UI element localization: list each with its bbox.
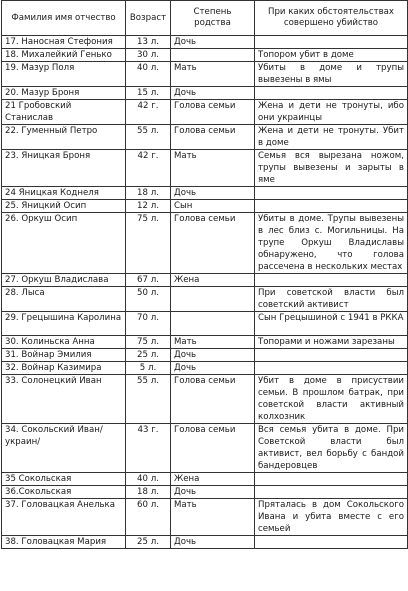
table-row xyxy=(2,349,408,362)
cell-age: 18 л. xyxy=(126,187,171,200)
cell-age: 55 л. xyxy=(126,125,171,150)
cell-relation: Дочь xyxy=(171,36,255,49)
table-row xyxy=(2,312,408,336)
cell-relation: Жена xyxy=(171,473,255,486)
cell-relation: Голова семьи xyxy=(171,125,255,150)
table-row xyxy=(2,536,408,549)
cell-relation xyxy=(171,287,255,312)
cell-circumstances: Топорами и ножами зарезаны xyxy=(255,336,408,349)
header-circumstances: При каких обстоятельствах совершено убийство xyxy=(255,1,408,36)
cell-age: 18 л. xyxy=(126,486,171,499)
header-age: Возраст xyxy=(126,1,171,36)
table-row xyxy=(2,62,408,87)
cell-relation: Дочь xyxy=(171,536,255,549)
cell-age: 40 л. xyxy=(126,62,171,87)
table-row xyxy=(2,125,408,150)
cell-circumstances xyxy=(255,187,408,200)
cell-relation xyxy=(171,312,255,336)
table-row xyxy=(2,473,408,486)
table-row xyxy=(2,100,408,125)
table-row xyxy=(2,486,408,499)
cell-circumstances: Убит в доме в присуствии семьи. В прошлом батрак, при советской власти активный колхозник xyxy=(255,375,408,424)
cell-name: 28. Лыса xyxy=(2,287,126,312)
table-row xyxy=(2,274,408,287)
cell-relation: Сын xyxy=(171,200,255,213)
victims-table xyxy=(1,0,408,549)
cell-name: 26. Оркуш Осип xyxy=(2,213,126,274)
cell-relation: Мать xyxy=(171,62,255,87)
cell-circumstances xyxy=(255,536,408,549)
cell-circumstances xyxy=(255,349,408,362)
cell-age: 13 л. xyxy=(126,36,171,49)
cell-relation: Дочь xyxy=(171,187,255,200)
cell-relation xyxy=(171,49,255,62)
table-row xyxy=(2,499,408,536)
cell-relation: Голова семьи xyxy=(171,375,255,424)
cell-age: 75 л. xyxy=(126,213,171,274)
table-row xyxy=(2,200,408,213)
table-row xyxy=(2,150,408,187)
cell-circumstances: При советской власти был советский активист xyxy=(255,287,408,312)
table-row xyxy=(2,187,408,200)
cell-relation: Мать xyxy=(171,336,255,349)
cell-age: 67 л. xyxy=(126,274,171,287)
cell-age: 60 л. xyxy=(126,499,171,536)
cell-age: 55 л. xyxy=(126,375,171,424)
cell-age: 75 л. xyxy=(126,336,171,349)
cell-name: 34. Сокольский Иван/ украин/ xyxy=(2,424,126,473)
table-row xyxy=(2,336,408,349)
cell-circumstances: Жена и дети не тронуты, ибо они украинцы xyxy=(255,100,408,125)
cell-relation: Дочь xyxy=(171,87,255,100)
cell-circumstances: Пряталась в дом Сокольского Ивана и убита вместе с его семьей xyxy=(255,499,408,536)
cell-name: 35 Сокольская xyxy=(2,473,126,486)
cell-name: 22. Гуменный Петро xyxy=(2,125,126,150)
cell-name: 18. Михалейкий Генько xyxy=(2,49,126,62)
cell-age: 30 л. xyxy=(126,49,171,62)
cell-circumstances xyxy=(255,200,408,213)
cell-name: 31. Войнар Эмилия xyxy=(2,349,126,362)
table-row xyxy=(2,375,408,424)
table-row xyxy=(2,87,408,100)
table-row xyxy=(2,362,408,375)
cell-age: 5 л. xyxy=(126,362,171,375)
cell-name: 25. Яницкий Осип xyxy=(2,200,126,213)
cell-relation: Жена xyxy=(171,274,255,287)
cell-relation: Голова семьи xyxy=(171,424,255,473)
cell-circumstances xyxy=(255,473,408,486)
table-row xyxy=(2,213,408,274)
cell-relation: Дочь xyxy=(171,349,255,362)
cell-name: 27. Оркуш Владислава xyxy=(2,274,126,287)
cell-name: 32. Войнар Казимира xyxy=(2,362,126,375)
cell-name: 29. Грецышина Каролина xyxy=(2,312,126,336)
table-row xyxy=(2,287,408,312)
header-row xyxy=(2,1,408,36)
cell-circumstances xyxy=(255,274,408,287)
cell-circumstances: Убиты в доме. Трупы вывезены в лес близ с. Могильницы. На трупе Оркуш Владиславы обнаружено, что голова рассечена в нескольких местах xyxy=(255,213,408,274)
cell-age: 43 г. xyxy=(126,424,171,473)
cell-circumstances: Топором убит в доме xyxy=(255,49,408,62)
cell-circumstances: Убиты в доме и трупы вывезены в ямы xyxy=(255,62,408,87)
table-row xyxy=(2,424,408,473)
cell-relation: Дочь xyxy=(171,362,255,375)
table-row xyxy=(2,49,408,62)
cell-circumstances: Жена и дети не тронуты. Убит в доме xyxy=(255,125,408,150)
table-row xyxy=(2,36,408,49)
cell-age: 25 л. xyxy=(126,536,171,549)
cell-relation: Голова семьи xyxy=(171,213,255,274)
cell-name: 33. Солонецкий Иван xyxy=(2,375,126,424)
cell-age: 40 л. xyxy=(126,473,171,486)
cell-circumstances: Вся семья убита в доме. При Советской власти был активист, вел борьбу с бандой бандеровцев xyxy=(255,424,408,473)
cell-name: 23. Яницкая Броня xyxy=(2,150,126,187)
header-name: Фамилия имя отчество xyxy=(2,1,126,36)
cell-circumstances xyxy=(255,36,408,49)
cell-age: 50 л. xyxy=(126,287,171,312)
cell-age: 25 л. xyxy=(126,349,171,362)
cell-circumstances xyxy=(255,362,408,375)
cell-circumstances: Семья вся вырезана ножом, трупы вывезены и зарыты в яме xyxy=(255,150,408,187)
cell-age: 12 л. xyxy=(126,200,171,213)
cell-age: 42 г. xyxy=(126,150,171,187)
cell-name: 24 Яницкая Коднеля xyxy=(2,187,126,200)
cell-name: 21 Гробовский Станислав xyxy=(2,100,126,125)
cell-relation: Мать xyxy=(171,499,255,536)
cell-circumstances: Сын Грецышиной с 1941 в РККА xyxy=(255,312,408,336)
cell-relation: Мать xyxy=(171,150,255,187)
header-relation: Степень родства xyxy=(171,1,255,36)
cell-name: 30. Колиньска Анна xyxy=(2,336,126,349)
cell-name: 38. Головацкая Мария xyxy=(2,536,126,549)
cell-circumstances xyxy=(255,486,408,499)
cell-age: 15 л. xyxy=(126,87,171,100)
cell-age: 70 л. xyxy=(126,312,171,336)
cell-name: 37. Головацкая Анелька xyxy=(2,499,126,536)
cell-name: 36.Сокольская xyxy=(2,486,126,499)
cell-circumstances xyxy=(255,87,408,100)
cell-name: 17. Наносная Стефония xyxy=(2,36,126,49)
cell-age: 42 г. xyxy=(126,100,171,125)
cell-name: 20. Мазур Броня xyxy=(2,87,126,100)
cell-relation: Голова семьи xyxy=(171,100,255,125)
cell-relation: Дочь xyxy=(171,486,255,499)
cell-name: 19. Мазур Поля xyxy=(2,62,126,87)
